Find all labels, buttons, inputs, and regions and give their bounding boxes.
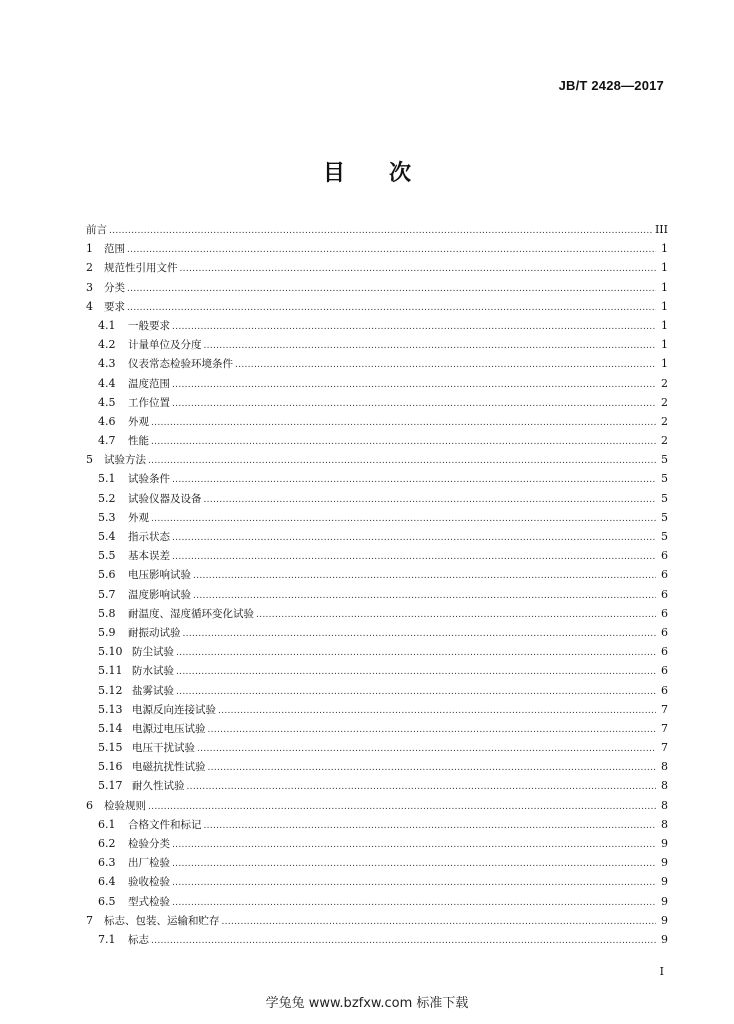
toc-entry[interactable] — [86, 700, 668, 719]
toc-dot-leader — [218, 702, 656, 721]
toc-entry-page: 8 — [661, 798, 668, 812]
toc-dot-leader — [172, 395, 656, 414]
toc-entry[interactable] — [86, 585, 668, 604]
toc-entry-page: 6 — [661, 664, 668, 678]
toc-entry-page: 2 — [661, 395, 668, 409]
toc-entry-title: 性能 — [128, 435, 149, 448]
toc-dot-leader — [204, 817, 657, 836]
toc-entry[interactable] — [86, 220, 668, 239]
title-char-2: 次 — [389, 161, 412, 186]
toc-entry-page: 9 — [661, 837, 668, 850]
toc-entry-number: 5.10 — [98, 645, 123, 659]
toc-entry-page: 6 — [661, 645, 668, 659]
toc-entry-page: 7 — [661, 702, 668, 716]
toc-dot-leader — [109, 222, 653, 241]
toc-entry-title: 试验条件 — [128, 473, 170, 486]
toc-entry-title: 验收检验 — [128, 876, 170, 889]
toc-entry[interactable] — [86, 316, 668, 335]
toc-dot-leader — [172, 376, 656, 395]
toc-entry-title: 要求 — [104, 300, 125, 313]
toc-entry-title: 电压影响试验 — [128, 569, 191, 582]
toc-entry[interactable] — [86, 297, 668, 316]
page-number: I — [659, 965, 664, 978]
toc-dot-leader — [127, 280, 656, 299]
toc-entry-title: 分类 — [104, 281, 125, 294]
toc-entry-title: 出厂检验 — [128, 857, 170, 870]
toc-entry-page: 8 — [661, 760, 668, 774]
table-of-contents — [86, 220, 668, 949]
toc-entry-number: 5.9 — [98, 625, 116, 639]
toc-entry-page: 5 — [661, 530, 668, 543]
toc-entry-title: 标志、包装、运输和贮存 — [104, 914, 220, 927]
toc-entry-title: 检验分类 — [128, 838, 170, 850]
watermark-text: 学兔兔 www.bzfxw.com 标准下载 — [265, 996, 469, 1011]
toc-entry-page: 5 — [661, 491, 668, 505]
toc-entry[interactable] — [86, 469, 668, 488]
toc-entry-title: 盐雾试验 — [132, 684, 174, 697]
toc-entry-title: 外观 — [128, 415, 149, 428]
toc-entry[interactable] — [86, 508, 668, 527]
toc-entry[interactable] — [86, 623, 668, 642]
toc-entry-page: 6 — [661, 587, 668, 601]
toc-dot-leader — [172, 318, 656, 337]
toc-entry-number: 5.17 — [98, 779, 123, 793]
toc-entry-title: 试验方法 — [104, 454, 146, 467]
toc-dot-leader — [176, 644, 656, 663]
toc-entry[interactable] — [86, 546, 668, 565]
toc-entry-page: 6 — [661, 568, 668, 582]
toc-entry[interactable] — [86, 278, 668, 297]
toc-entry-page: 1 — [661, 357, 668, 371]
toc-entry-number: 7 — [86, 913, 93, 927]
toc-entry[interactable] — [86, 834, 668, 853]
toc-entry-page: 5 — [661, 453, 668, 467]
page-title — [0, 156, 734, 187]
toc-entry-page: 1 — [661, 280, 668, 294]
toc-entry-number: 5.5 — [98, 549, 116, 563]
toc-entry-page: 1 — [661, 338, 668, 352]
toc-entry-title: 型式检验 — [128, 895, 170, 908]
toc-entry-title: 外观 — [128, 511, 149, 524]
toc-entry-number: 4.7 — [98, 434, 116, 448]
toc-entry[interactable] — [86, 930, 668, 949]
toc-entry-page: 9 — [661, 932, 668, 946]
toc-entry[interactable] — [86, 757, 668, 776]
toc-entry[interactable] — [86, 565, 668, 584]
toc-entry-page: 7 — [661, 721, 668, 735]
toc-entry-number: 6.4 — [98, 875, 116, 889]
toc-entry-title: 标志 — [128, 933, 149, 946]
toc-dot-leader — [193, 587, 656, 606]
toc-entry-title: 电源反向连接试验 — [132, 703, 216, 716]
toc-entry-title: 仪表常态检验环境条件 — [128, 358, 233, 371]
toc-entry-number: 6 — [86, 798, 93, 812]
toc-entry-title: 基本误差 — [128, 550, 170, 563]
toc-entry-number: 5.3 — [98, 510, 116, 524]
toc-entry[interactable] — [86, 661, 668, 680]
toc-dot-leader — [193, 567, 656, 586]
toc-entry-number: 4.3 — [98, 357, 116, 371]
toc-entry[interactable] — [86, 796, 668, 815]
toc-entry-number: 4.1 — [98, 318, 116, 332]
toc-entry[interactable] — [86, 604, 668, 623]
toc-entry-number: 5.2 — [98, 491, 116, 505]
toc-dot-leader — [151, 510, 656, 529]
toc-entry-page: 9 — [661, 856, 668, 870]
toc-dot-leader — [176, 683, 656, 702]
toc-entry-page: 6 — [661, 606, 668, 620]
toc-dot-leader — [172, 548, 656, 567]
toc-entry-title: 指示状态 — [128, 531, 170, 543]
toc-entry-title: 检验规则 — [104, 799, 146, 812]
toc-entry-page: 6 — [661, 549, 668, 563]
toc-entry[interactable] — [86, 412, 668, 431]
toc-entry-number: 6.3 — [98, 856, 116, 870]
toc-dot-leader — [176, 663, 656, 682]
toc-entry[interactable] — [86, 776, 668, 795]
toc-entry-number: 5.12 — [98, 683, 123, 697]
toc-dot-leader — [127, 241, 656, 260]
toc-entry[interactable] — [86, 258, 668, 277]
toc-entry[interactable] — [86, 681, 668, 700]
toc-entry[interactable] — [86, 374, 668, 393]
toc-entry[interactable] — [86, 335, 668, 354]
toc-dot-leader — [172, 894, 656, 913]
toc-entry-number: 2 — [86, 261, 93, 275]
toc-dot-leader — [256, 606, 656, 625]
toc-entry-number: 5.6 — [98, 568, 116, 582]
toc-entry-title: 防水试验 — [132, 665, 174, 678]
toc-entry-page: 2 — [661, 376, 668, 390]
toc-entry[interactable] — [86, 354, 668, 373]
toc-dot-leader — [172, 855, 656, 874]
standard-number: JB/T 2428—2017 — [558, 78, 664, 93]
toc-entry[interactable] — [86, 642, 668, 661]
toc-entry-page: 6 — [661, 683, 668, 697]
toc-dot-leader — [204, 491, 657, 510]
toc-dot-leader — [172, 836, 656, 855]
toc-dot-leader — [197, 740, 656, 759]
toc-entry-number: 1 — [86, 242, 93, 256]
toc-dot-leader — [148, 452, 656, 471]
toc-dot-leader — [127, 299, 656, 318]
toc-entry-page: 2 — [661, 434, 668, 448]
toc-dot-leader — [151, 414, 656, 433]
toc-entry-title: 耐振动试验 — [128, 626, 181, 639]
toc-entry-number: 6.1 — [98, 817, 116, 831]
toc-entry[interactable] — [86, 892, 668, 911]
toc-entry-title: 电源过电压试验 — [132, 722, 206, 735]
toc-entry[interactable] — [86, 527, 668, 546]
toc-entry-number: 4.2 — [98, 338, 116, 352]
toc-entry[interactable] — [86, 239, 668, 258]
toc-dot-leader — [180, 260, 657, 279]
toc-entry-page: 2 — [661, 414, 668, 428]
toc-entry-number: 5.8 — [98, 606, 116, 620]
toc-dot-leader — [187, 778, 657, 797]
toc-entry-title: 规范性引用文件 — [104, 262, 178, 275]
toc-entry-title: 耐久性试验 — [132, 780, 185, 793]
toc-dot-leader — [208, 759, 657, 778]
toc-entry-title: 电磁抗扰性试验 — [132, 761, 206, 774]
toc-entry-number: 4.4 — [98, 376, 116, 390]
toc-entry-page: 5 — [661, 510, 668, 524]
toc-entry-page: 1 — [661, 318, 668, 332]
toc-entry-number: 4.6 — [98, 414, 116, 428]
toc-entry-title: 合格文件和标记 — [128, 818, 202, 831]
toc-entry-page: 1 — [661, 299, 668, 313]
toc-entry-number: 5 — [86, 453, 93, 467]
toc-entry-number: 4 — [86, 299, 93, 313]
toc-entry-page: 5 — [661, 472, 668, 486]
title-char-1: 目 — [322, 161, 345, 186]
toc-entry[interactable] — [86, 450, 668, 469]
toc-entry[interactable] — [86, 489, 668, 508]
toc-entry-number: 5.13 — [98, 702, 123, 716]
toc-entry[interactable] — [86, 815, 668, 834]
toc-dot-leader — [172, 529, 656, 548]
toc-entry-title: 试验仪器及设备 — [128, 492, 202, 505]
toc-entry-number: 5.4 — [98, 530, 116, 543]
toc-entry-title: 耐温度、湿度循环变化试验 — [128, 607, 254, 620]
toc-entry-title: 范围 — [104, 243, 125, 256]
toc-entry-title: 一般要求 — [128, 319, 170, 332]
toc-entry-title: 温度范围 — [128, 377, 170, 390]
toc-dot-leader — [208, 721, 657, 740]
toc-entry-page: 8 — [661, 817, 668, 831]
toc-dot-leader — [151, 932, 656, 951]
toc-dot-leader — [148, 798, 656, 817]
toc-entry-title: 温度影响试验 — [128, 588, 191, 601]
toc-entry-title: 计量单位及分度 — [128, 339, 202, 352]
toc-entry-title: 防尘试验 — [132, 646, 174, 659]
toc-entry-page: 9 — [661, 894, 668, 908]
toc-entry-number: 5.15 — [98, 741, 123, 755]
toc-dot-leader — [151, 433, 656, 452]
toc-entry-title: 前言 — [86, 224, 107, 236]
toc-entry-number: 5.1 — [98, 472, 116, 486]
toc-entry[interactable] — [86, 853, 668, 872]
toc-entry-number: 6.5 — [98, 894, 116, 908]
toc-dot-leader — [172, 471, 656, 490]
toc-entry-number: 7.1 — [98, 932, 116, 946]
toc-entry-number: 4.5 — [98, 395, 116, 409]
toc-entry[interactable] — [86, 738, 668, 757]
toc-entry-number: 6.2 — [98, 837, 116, 850]
toc-dot-leader — [204, 337, 657, 356]
toc-entry-title: 电压干扰试验 — [132, 742, 195, 755]
toc-entry-page: 8 — [661, 779, 668, 793]
toc-dot-leader — [235, 356, 656, 375]
toc-dot-leader — [183, 625, 657, 644]
toc-entry[interactable] — [86, 911, 668, 930]
toc-entry[interactable] — [86, 872, 668, 891]
toc-entry[interactable] — [86, 719, 668, 738]
toc-entry-title: 工作位置 — [128, 396, 170, 409]
toc-dot-leader — [222, 913, 657, 932]
toc-entry[interactable] — [86, 393, 668, 412]
toc-entry-page: 6 — [661, 625, 668, 639]
toc-entry-page: 9 — [661, 913, 668, 927]
toc-entry-page: 1 — [661, 242, 668, 256]
toc-entry-page: 7 — [661, 741, 668, 755]
toc-entry-number: 5.7 — [98, 587, 116, 601]
toc-dot-leader — [172, 874, 656, 893]
toc-entry-page: 1 — [661, 261, 668, 275]
toc-entry-number: 5.16 — [98, 760, 123, 774]
toc-entry-page: III — [654, 223, 668, 236]
toc-entry-number: 5.11 — [98, 664, 123, 678]
toc-entry-number: 3 — [86, 280, 93, 294]
toc-entry[interactable] — [86, 431, 668, 450]
toc-entry-page: 9 — [661, 875, 668, 889]
toc-entry-number: 5.14 — [98, 721, 123, 735]
